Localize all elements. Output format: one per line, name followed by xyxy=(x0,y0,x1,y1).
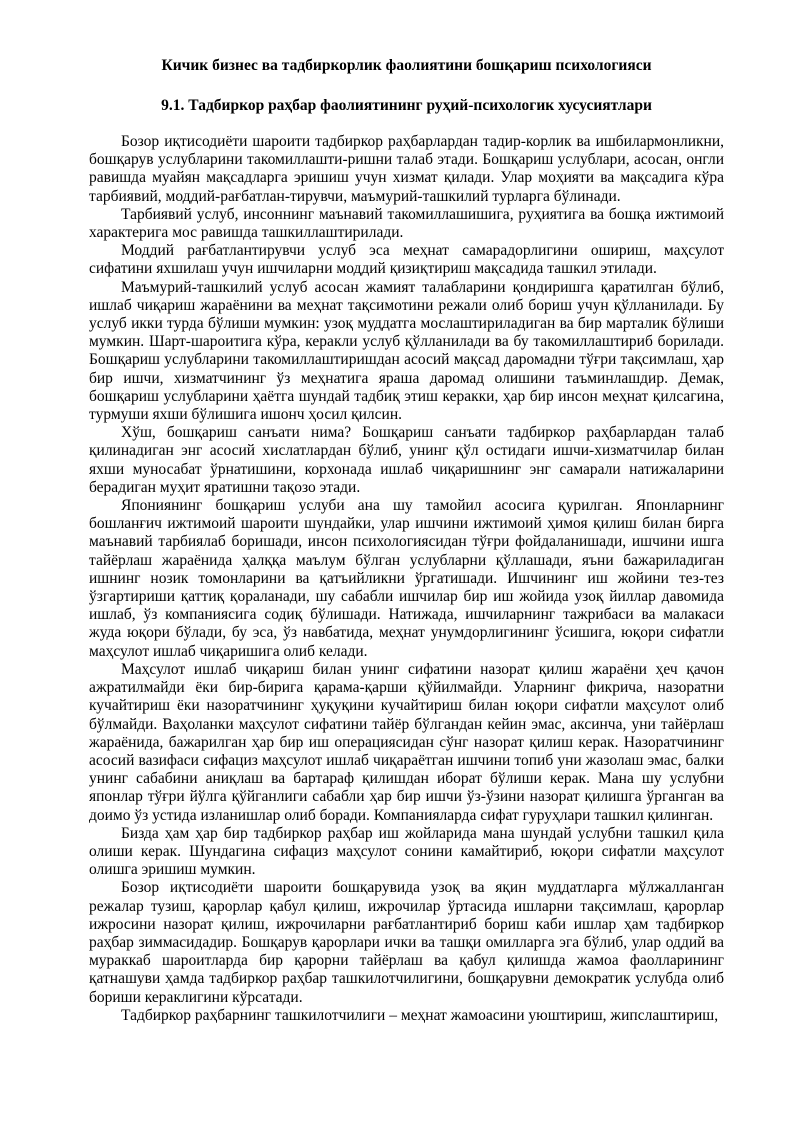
paragraph: Хўш, бошқариш санъати нима? Бошқариш санъати тадбиркор раҳбарлардан талаб қилинадиган энг асосий хислатлардан бўлиб, унинг қўл остидаги ишчи-хизматчилар билан яхши муносабат ўрнатишини, корхонада ишлаб чиқаришнинг энг самарали натижаларини берадиган муҳит яратишни тақозо этади. xyxy=(89,424,724,496)
paragraph: Бозор иқтисодиёти шароити бошқарувида узоқ ва яқин муддатларга мўлжалланган режалар тузиш, қарорлар қабул қилиш, ижрочилар ўртасида ишларни тақсимлаш, қарорлар ижросини назорат қилиш, ижрочиларни рағбатлантириб бориш каби ишлар ҳам тадбиркор раҳбар зиммасидадир. Бошқарув қарорлари ички ва ташқи омилларга эга бўлиб, улар оддий ва мураккаб шароитларда бир қарорни тайёрлаш ва қабул қилишда жамоа фаолларининг қатнашуви ҳамда тадбиркор раҳбар ташкилотчилигини, бошқарувни демократик услубда олиб бориши кераклигини кўрсатади. xyxy=(89,879,724,1006)
paragraph: Бозор иқтисодиёти шароити тадбиркор раҳбарлардан тадир-корлик ва ишбилармонликни, бошқарув услубларини такомиллашти-ришни талаб этади. Бошқариш услублари, асосан, онгли равишда муайян мақсадларга эришиш учун хизмат қилади. Улар моҳияти ва мақсадига кўра тарбиявий, моддий-рағбатлан-тирувчи, маъмурий-ташкилий турларга бўлинади. xyxy=(89,133,724,205)
document-page xyxy=(89,56,724,1025)
paragraph: Тарбиявий услуб, инсоннинг маънавий такомиллашишига, руҳиятига ва бошқа ижтимоий характерига мос равишда ташкиллаштирилади. xyxy=(89,205,724,242)
body-text xyxy=(89,133,724,1025)
paragraph: Япониянинг бошқариш услуби ана шу тамойил асосига қурилган. Японларнинг бошланғич ижтимоий шароити шундайки, улар ишчини ижтимоий ҳимоя қилиш билан бирга маънавий тарбиялаб боришади, инсон психологиясидан тўғри фойдаланишади, ишчини ишга тайёрлаш жараёнида ҳалққа маълум бўлган услубларни қўллашади, яъни бажариладиган ишнинг нозик томонларини ва қатъийликни ўргатишади. Ишчининг иш жойини тез-тез ўзгартириши қаттиқ қораланади, шу сабабли ишчилар бир иш жойида узоқ йиллар давомида ишлаб, ўз компаниясига содиқ бўлишади. Натижада, ишчиларнинг тажрибаси ва малакаси жуда юқори бўлади, бу эса, ўз навбатида, меҳнат унумдорлигининг ўсишига, юқори сифатли маҳсулот ишлаб чиқаришига олиб келади. xyxy=(89,497,724,660)
section-title: 9.1. Тадбиркор раҳбар фаолиятининг руҳий-психологик хусусиятлари xyxy=(161,97,652,114)
paragraph: Маъмурий-ташкилий услуб асосан жамият талабларини қондиришга қаратилган бўлиб, ишлаб чиқариш жараёнини ва меҳнат тақсимотини режали олиб бориш учун қўлланилади. Бу услуб икки турда бўлиши мумкин: узоқ муддатга мослаштириладиган ва бир марталик бўлиши мумкин. Шарт-шароитига кўра, керакли услуб қўлланилади ва бу такомиллаштириб борилади. Бошқариш услубларини такомиллаштиришдан асосий мақсад даромадни тўғри тақсимлаш, ҳар бир ишчи, хизматчининг ўз меҳнатига яраша даромад олишини таъминлашдир. Демак, бошқариш услубларини ҳаётга шундай тадбиқ этиш керакки, ҳар бир инсон меҳнат қилсагина, турмуши яхши бўлишига ишонч ҳосил қилсин. xyxy=(89,278,724,424)
paragraph: Тадбиркор раҳбарнинг ташкилотчилиги – меҳнат жамоасини уюштириш, жипслаштириш, xyxy=(121,1006,719,1024)
paragraph: Бизда ҳам ҳар бир тадбиркор раҳбар иш жойларида мана шундай услубни ташкил қила олиши керак. Шундагина сифациз маҳсулот сонини камайтириб, юқори сифатли маҳсулот олишга эришиш мумкин. xyxy=(89,824,724,879)
paragraph: Моддий рағбатлантирувчи услуб эса меҳнат самарадорлигини ошириш, маҳсулот сифатини яхшилаш учун ишчиларни моддий қизиқтириш мақсадида ташкил этилади. xyxy=(89,242,724,278)
document-title: Кичик бизнес ва тадбиркорлик фаолиятини бошқариш психологияси xyxy=(161,57,652,74)
paragraph: Маҳсулот ишлаб чиқариш билан унинг сифатини назорат қилиш жараёни ҳеч қачон ажратилмайди ёки бир-бирига қарама-қарши қўйилмайди. Уларнинг фикрича, назоратни кучайтириш ёки назоратчининг ҳуқуқини кучайтириш билан юқори сифатли маҳсулот олиб бўлмайди. Ваҳоланки маҳсулот сифатини тайёр бўлгандан кейин эмас, аксинча, уни тайёрлаш жараёнида, бажарилган ҳар бир иш операциясидан сўнг назорат қилиш керак. Назоратчининг асосий вазифаси сифациз маҳсулот ишлаб чиқараётган ишчини топиб уни жазолаш эмас, балки унинг сабабини аниқлаш ва бартараф қилишдан иборат бўлиши керак. Мана шу услубни японлар тўғри йўлга қўйганлиги сабабли ҳар бир ишчи ўз-ўзини назорат қилишга ўрганган ва доимо ўз устида изланишлар олиб боради. Компанияларда сифат гуруҳлари ташкил қилинган. xyxy=(89,660,724,824)
